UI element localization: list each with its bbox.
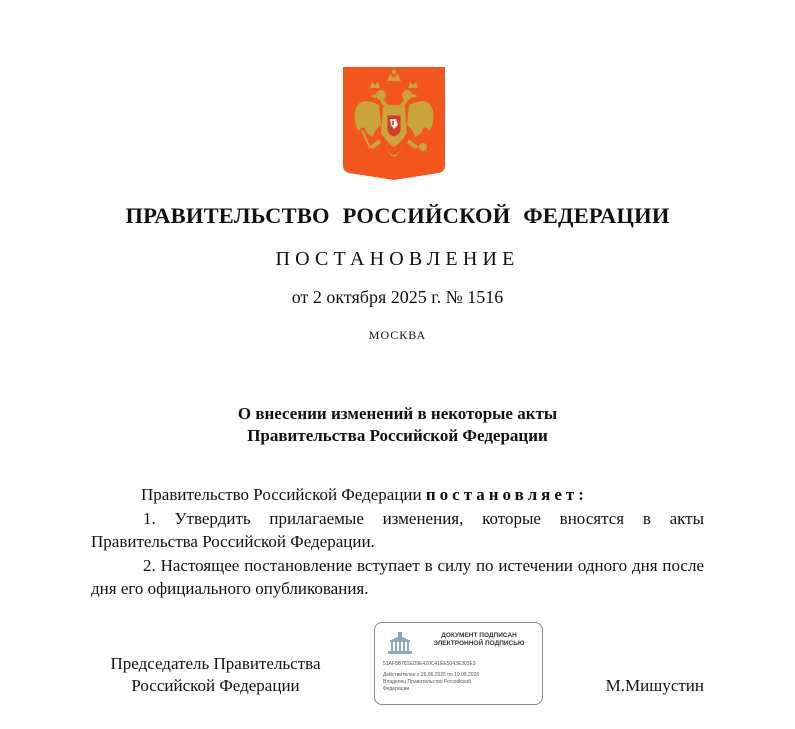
decree-word: постановляет:: [425, 485, 588, 504]
item-2-paragraph: 2. Настоящее постановление вступает в силу по истечении одного дня после дня его официального опубликования.: [91, 555, 704, 598]
esign-title-line-1: ДОКУМЕНТ ПОДПИСАН: [441, 632, 517, 639]
electronic-signature-stamp: [374, 622, 543, 705]
document-date-number: от 2 октября 2025 г. № 1516: [291, 287, 504, 307]
russian-coat-of-arms-icon: [343, 67, 445, 180]
government-title: ПРАВИТЕЛЬСТВО РОССИЙСКОЙ ФЕДЕРАЦИИ: [125, 203, 670, 228]
document-subject: [0, 403, 795, 447]
subject-line-1: О внесении изменений в некоторые акты: [237, 404, 558, 423]
esign-title-line-2: ЭЛЕКТРОННОЙ ПОДПИСЬЮ: [433, 640, 525, 647]
signer-position-line-1: Председатель Правительства: [110, 654, 321, 673]
document-body: [91, 483, 704, 601]
coat-of-arms-emblem: [343, 67, 445, 180]
signer-position-line-2: Российской Федерации: [131, 676, 300, 695]
esign-owner-line-2: Федерации: [383, 686, 410, 692]
government-building-icon: [385, 632, 415, 654]
document-city: МОСКВА: [368, 328, 427, 342]
preamble-paragraph: [91, 483, 704, 507]
esign-certificate-number: 51AF8B781ED9E420C41EE5043E303E3: [383, 661, 476, 667]
item-1-paragraph: 1. Утвердить прилагаемые изменения, которые вносятся в акты Правительства Российской Федерации.: [91, 508, 704, 551]
subject-line-2: Правительства Российской Федерации: [247, 426, 548, 445]
preamble-text: Правительство Российской Федерации: [141, 485, 426, 504]
document-type: ПОСТАНОВЛЕНИЕ: [275, 248, 520, 270]
esign-title: [420, 632, 538, 648]
signer-position: [88, 653, 343, 697]
esign-owner-line-1: Владелец Правительство Российской: [383, 679, 471, 685]
esign-validity: Действителен с 26.06.2025 по 19.09.2026: [383, 672, 480, 678]
esign-details: [383, 672, 538, 693]
signer-name: М.Мишустин: [605, 676, 704, 695]
